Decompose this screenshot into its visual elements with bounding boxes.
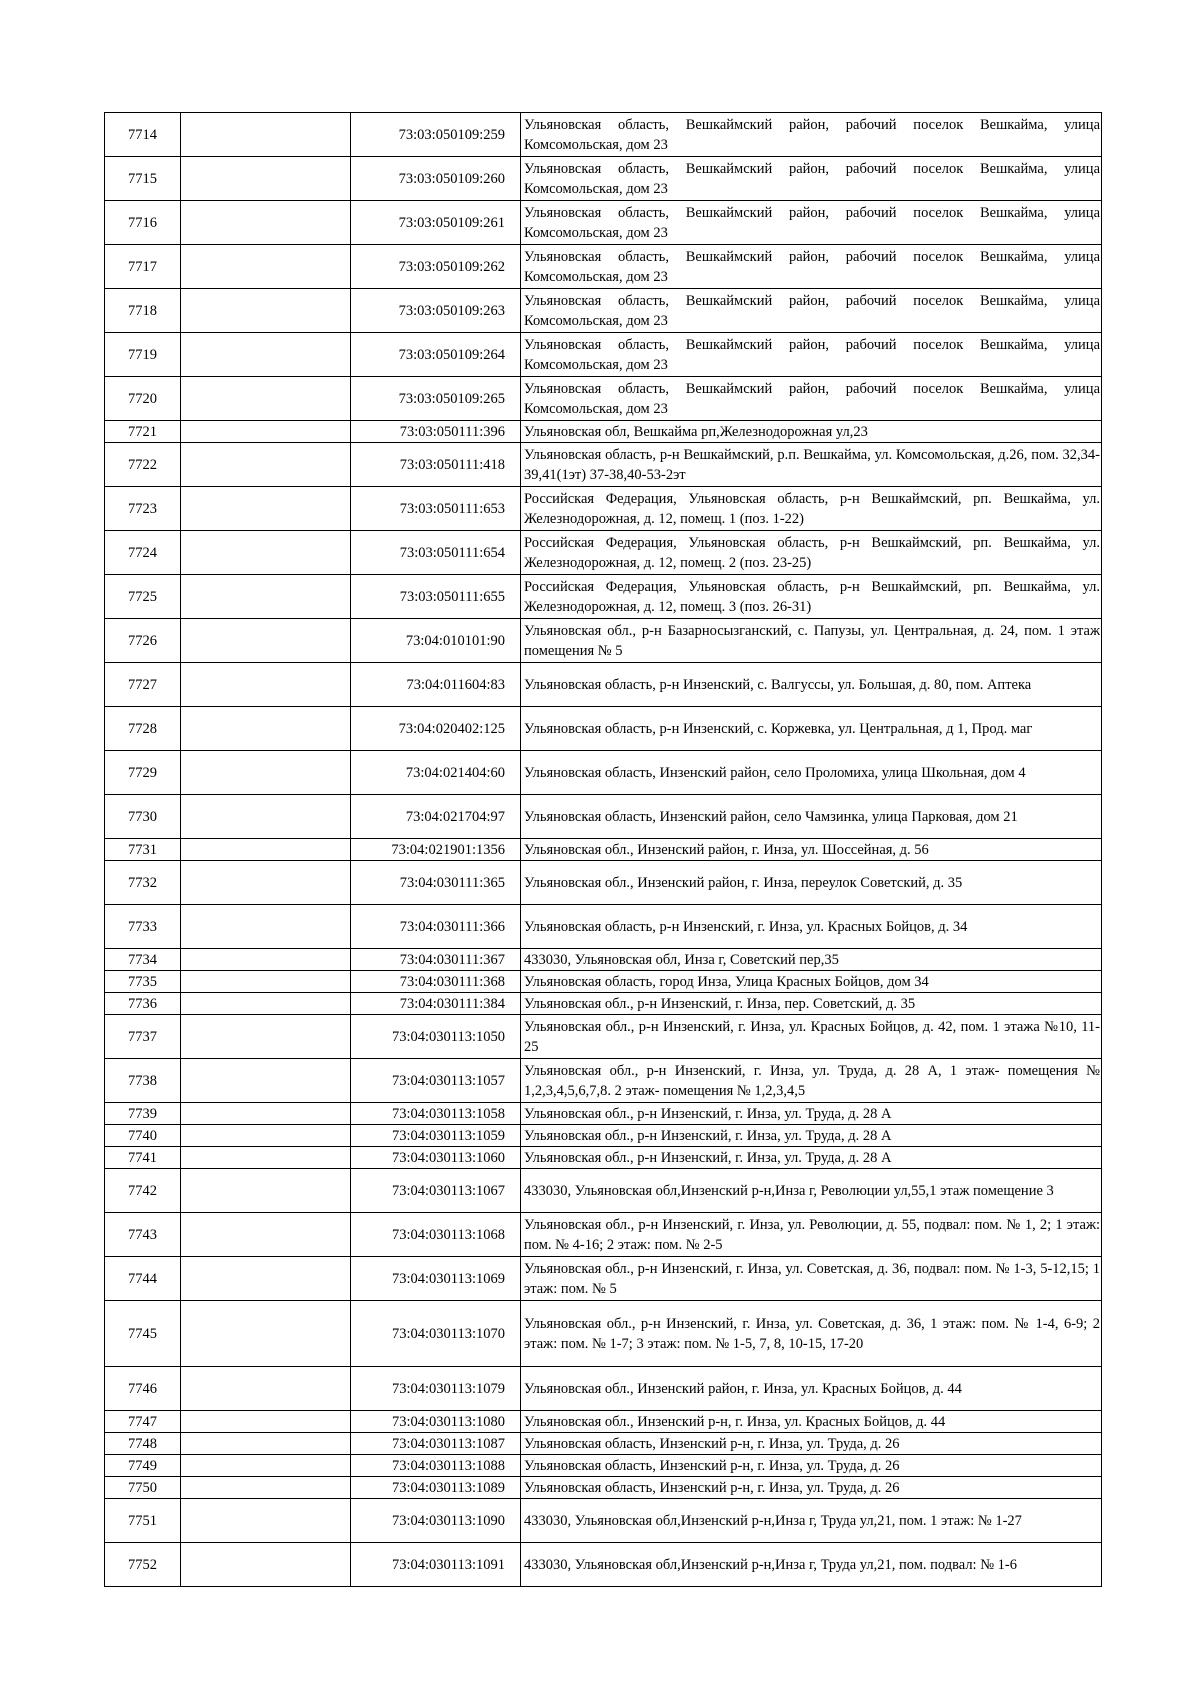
empty-cell	[181, 949, 351, 971]
cadastral-number-cell: 73:04:030111:367	[351, 949, 521, 971]
table-row	[105, 971, 1102, 993]
row-number-cell: 7721	[105, 421, 181, 443]
cadastral-number-cell: 73:04:030113:1090	[351, 1499, 521, 1543]
empty-cell	[181, 421, 351, 443]
address-cell: Ульяновская область, Вешкаймский район, рабочий поселок Вешкайма, улица Комсомольская, дом 23	[521, 289, 1102, 333]
row-number-cell: 7747	[105, 1411, 181, 1433]
row-number-cell: 7719	[105, 333, 181, 377]
row-number-cell: 7717	[105, 245, 181, 289]
address-cell: 433030, Ульяновская обл, Инза г, Советский пер,35	[521, 949, 1102, 971]
address-cell: Ульяновская обл., р-н Инзенский, г. Инза, ул. Советская, д. 36, подвал: пом. № 1-3, 5-12,15; 1 этаж: пом. № 5	[521, 1257, 1102, 1301]
empty-cell	[181, 531, 351, 575]
address-cell: Ульяновская обл, Вешкайма рп,Железнодорожная ул,23	[521, 421, 1102, 443]
row-number-cell: 7735	[105, 971, 181, 993]
empty-cell	[181, 1125, 351, 1147]
address-cell: Российская Федерация, Ульяновская область, р-н Вешкаймский, рп. Вешкайма, ул. Железнодорожная, д. 12, помещ. 3 (поз. 26-31)	[521, 575, 1102, 619]
empty-cell	[181, 839, 351, 861]
table-row	[105, 333, 1102, 377]
address-cell: Ульяновская область, Инзенский район, село Проломиха, улица Школьная, дом 4	[521, 751, 1102, 795]
address-cell: Ульяновская область, Инзенский р-н, г. Инза, ул. Труда, д. 26	[521, 1455, 1102, 1477]
cadastral-number-cell: 73:04:030111:365	[351, 861, 521, 905]
empty-cell	[181, 443, 351, 487]
cadastral-number-cell: 73:04:030113:1058	[351, 1103, 521, 1125]
table-row	[105, 421, 1102, 443]
empty-cell	[181, 1213, 351, 1257]
row-number-cell: 7737	[105, 1015, 181, 1059]
table-row	[105, 1367, 1102, 1411]
address-cell: Ульяновская обл., р-н Базарносызганский, с. Папузы, ул. Центральная, д. 24, пом. 1 этаж помещения № 5	[521, 619, 1102, 663]
table-row	[105, 1543, 1102, 1587]
row-number-cell: 7738	[105, 1059, 181, 1103]
table-row	[105, 861, 1102, 905]
empty-cell	[181, 993, 351, 1015]
cadastral-number-cell: 73:04:030113:1057	[351, 1059, 521, 1103]
address-cell: Ульяновская обл., Инзенский район, г. Инза, переулок Советский, д. 35	[521, 861, 1102, 905]
row-number-cell: 7723	[105, 487, 181, 531]
address-cell: Ульяновская область, р-н Инзенский, с. Коржевка, ул. Центральная, д 1, Прод. маг	[521, 707, 1102, 751]
cadastral-number-cell: 73:03:050111:654	[351, 531, 521, 575]
table-row	[105, 949, 1102, 971]
row-number-cell: 7724	[105, 531, 181, 575]
address-cell: Ульяновская обл., р-н Инзенский, г. Инза, ул. Труда, д. 28 А	[521, 1147, 1102, 1169]
cadastral-number-cell: 73:04:030113:1079	[351, 1367, 521, 1411]
empty-cell	[181, 377, 351, 421]
empty-cell	[181, 1455, 351, 1477]
registry-table-body	[105, 113, 1102, 1587]
row-number-cell: 7733	[105, 905, 181, 949]
address-cell: Ульяновская область, Вешкаймский район, рабочий поселок Вешкайма, улица Комсомольская, дом 23	[521, 377, 1102, 421]
empty-cell	[181, 1543, 351, 1587]
empty-cell	[181, 1477, 351, 1499]
cadastral-number-cell: 73:04:010101:90	[351, 619, 521, 663]
row-number-cell: 7750	[105, 1477, 181, 1499]
empty-cell	[181, 1059, 351, 1103]
address-cell: 433030, Ульяновская обл,Инзенский р-н,Инза г, Труда ул,21, пом. 1 этаж: № 1-27	[521, 1499, 1102, 1543]
address-cell: Ульяновская обл., Инзенский район, г. Инза, ул. Красных Бойцов, д. 44	[521, 1367, 1102, 1411]
table-row	[105, 531, 1102, 575]
table-row	[105, 1411, 1102, 1433]
empty-cell	[181, 1015, 351, 1059]
row-number-cell: 7730	[105, 795, 181, 839]
address-cell: Ульяновская обл., р-н Инзенский, г. Инза, ул. Труда, д. 28 А, 1 этаж- помещения № 1,2,3,4,5,6,7,8. 2 этаж- помещения № 1,2,3,4,5	[521, 1059, 1102, 1103]
empty-cell	[181, 905, 351, 949]
empty-cell	[181, 861, 351, 905]
row-number-cell: 7726	[105, 619, 181, 663]
address-cell: Ульяновская область, Инзенский р-н, г. Инза, ул. Труда, д. 26	[521, 1477, 1102, 1499]
cadastral-number-cell: 73:04:030113:1060	[351, 1147, 521, 1169]
address-cell: Ульяновская область, Инзенский р-н, г. Инза, ул. Труда, д. 26	[521, 1433, 1102, 1455]
row-number-cell: 7741	[105, 1147, 181, 1169]
row-number-cell: 7742	[105, 1169, 181, 1213]
table-row	[105, 619, 1102, 663]
table-row	[105, 1147, 1102, 1169]
address-cell: Ульяновская область, р-н Инзенский, г. Инза, ул. Красных Бойцов, д. 34	[521, 905, 1102, 949]
empty-cell	[181, 113, 351, 157]
row-number-cell: 7751	[105, 1499, 181, 1543]
empty-cell	[181, 1257, 351, 1301]
address-cell: Ульяновская область, Вешкаймский район, рабочий поселок Вешкайма, улица Комсомольская, дом 23	[521, 113, 1102, 157]
table-row	[105, 1499, 1102, 1543]
row-number-cell: 7716	[105, 201, 181, 245]
address-cell: Ульяновская обл., р-н Инзенский, г. Инза, ул. Труда, д. 28 А	[521, 1125, 1102, 1147]
row-number-cell: 7727	[105, 663, 181, 707]
cadastral-number-cell: 73:03:050109:265	[351, 377, 521, 421]
address-cell: Ульяновская область, город Инза, Улица Красных Бойцов, дом 34	[521, 971, 1102, 993]
table-row	[105, 201, 1102, 245]
cadastral-number-cell: 73:04:011604:83	[351, 663, 521, 707]
empty-cell	[181, 157, 351, 201]
empty-cell	[181, 619, 351, 663]
table-row	[105, 707, 1102, 751]
cadastral-number-cell: 73:03:050109:264	[351, 333, 521, 377]
table-row	[105, 289, 1102, 333]
empty-cell	[181, 1169, 351, 1213]
cadastral-number-cell: 73:03:050109:259	[351, 113, 521, 157]
cadastral-number-cell: 73:04:030111:366	[351, 905, 521, 949]
address-cell: Ульяновская обл., Инзенский район, г. Инза, ул. Шоссейная, д. 56	[521, 839, 1102, 861]
empty-cell	[181, 663, 351, 707]
cadastral-number-cell: 73:04:021901:1356	[351, 839, 521, 861]
table-row	[105, 575, 1102, 619]
row-number-cell: 7736	[105, 993, 181, 1015]
address-cell: Ульяновская область, р-н Вешкаймский, р.п. Вешкайма, ул. Комсомольская, д.26, пом. 32,34-39,41(1эт) 37-38,40-53-2эт	[521, 443, 1102, 487]
cadastral-number-cell: 73:04:030113:1059	[351, 1125, 521, 1147]
address-cell: Ульяновская область, Инзенский район, село Чамзинка, улица Парковая, дом 21	[521, 795, 1102, 839]
empty-cell	[181, 1147, 351, 1169]
row-number-cell: 7731	[105, 839, 181, 861]
row-number-cell: 7732	[105, 861, 181, 905]
address-cell: Ульяновская обл., Инзенский р-н, г. Инза, ул. Красных Бойцов, д. 44	[521, 1411, 1102, 1433]
row-number-cell: 7718	[105, 289, 181, 333]
cadastral-number-cell: 73:04:030111:368	[351, 971, 521, 993]
empty-cell	[181, 201, 351, 245]
row-number-cell: 7729	[105, 751, 181, 795]
cadastral-number-cell: 73:03:050109:263	[351, 289, 521, 333]
table-row	[105, 751, 1102, 795]
table-row	[105, 1059, 1102, 1103]
row-number-cell: 7746	[105, 1367, 181, 1411]
cadastral-number-cell: 73:03:050111:653	[351, 487, 521, 531]
table-row	[105, 487, 1102, 531]
table-row	[105, 1169, 1102, 1213]
cadastral-number-cell: 73:04:030113:1089	[351, 1477, 521, 1499]
row-number-cell: 7748	[105, 1433, 181, 1455]
cadastral-number-cell: 73:04:030113:1068	[351, 1213, 521, 1257]
row-number-cell: 7725	[105, 575, 181, 619]
table-row	[105, 1477, 1102, 1499]
address-cell: Ульяновская область, Вешкаймский район, рабочий поселок Вешкайма, улица Комсомольская, дом 23	[521, 245, 1102, 289]
address-cell: Ульяновская обл., р-н Инзенский, г. Инза, ул. Советская, д. 36, 1 этаж: пом. № 1-4, 6-9; 2 этаж: пом. № 1-7; 3 этаж: пом. № 1-5, 7, 8, 10-15, 17-20	[521, 1301, 1102, 1367]
registry-table	[104, 112, 1102, 1587]
empty-cell	[181, 1103, 351, 1125]
address-cell: Российская Федерация, Ульяновская область, р-н Вешкаймский, рп. Вешкайма, ул. Железнодорожная, д. 12, помещ. 2 (поз. 23-25)	[521, 531, 1102, 575]
row-number-cell: 7745	[105, 1301, 181, 1367]
cadastral-number-cell: 73:04:030113:1067	[351, 1169, 521, 1213]
cadastral-number-cell: 73:04:030113:1069	[351, 1257, 521, 1301]
empty-cell	[181, 751, 351, 795]
row-number-cell: 7752	[105, 1543, 181, 1587]
empty-cell	[181, 333, 351, 377]
cadastral-number-cell: 73:04:030113:1087	[351, 1433, 521, 1455]
table-row	[105, 1433, 1102, 1455]
cadastral-number-cell: 73:04:030113:1050	[351, 1015, 521, 1059]
empty-cell	[181, 289, 351, 333]
table-row	[105, 245, 1102, 289]
table-row	[105, 157, 1102, 201]
empty-cell	[181, 1411, 351, 1433]
address-cell: Ульяновская область, Вешкаймский район, рабочий поселок Вешкайма, улица Комсомольская, дом 23	[521, 201, 1102, 245]
row-number-cell: 7744	[105, 1257, 181, 1301]
cadastral-number-cell: 73:04:021704:97	[351, 795, 521, 839]
row-number-cell: 7722	[105, 443, 181, 487]
row-number-cell: 7715	[105, 157, 181, 201]
empty-cell	[181, 575, 351, 619]
row-number-cell: 7720	[105, 377, 181, 421]
empty-cell	[181, 1301, 351, 1367]
cadastral-number-cell: 73:04:030113:1080	[351, 1411, 521, 1433]
row-number-cell: 7714	[105, 113, 181, 157]
address-cell: Ульяновская обл., р-н Инзенский, г. Инза, ул. Революции, д. 55, подвал: пом. № 1, 2; 1 этаж: пом. № 4-16; 2 этаж: пом. № 2-5	[521, 1213, 1102, 1257]
row-number-cell: 7743	[105, 1213, 181, 1257]
table-row	[105, 1125, 1102, 1147]
row-number-cell: 7739	[105, 1103, 181, 1125]
address-cell: Ульяновская обл., р-н Инзенский, г. Инза, ул. Красных Бойцов, д. 42, пом. 1 этажа №10, 11-25	[521, 1015, 1102, 1059]
table-row	[105, 839, 1102, 861]
cadastral-number-cell: 73:04:030113:1091	[351, 1543, 521, 1587]
empty-cell	[181, 795, 351, 839]
address-cell: Ульяновская область, Вешкаймский район, рабочий поселок Вешкайма, улица Комсомольская, дом 23	[521, 333, 1102, 377]
table-row	[105, 1213, 1102, 1257]
row-number-cell: 7728	[105, 707, 181, 751]
address-cell: Ульяновская обл., р-н Инзенский, г. Инза, ул. Труда, д. 28 А	[521, 1103, 1102, 1125]
empty-cell	[181, 1433, 351, 1455]
table-row	[105, 1257, 1102, 1301]
table-row	[105, 113, 1102, 157]
cadastral-number-cell: 73:03:050111:418	[351, 443, 521, 487]
table-row	[105, 377, 1102, 421]
address-cell: 433030, Ульяновская обл,Инзенский р-н,Инза г, Революции ул,55,1 этаж помещение 3	[521, 1169, 1102, 1213]
table-row	[105, 1015, 1102, 1059]
empty-cell	[181, 971, 351, 993]
table-row	[105, 1301, 1102, 1367]
cadastral-number-cell: 73:03:050109:260	[351, 157, 521, 201]
row-number-cell: 7740	[105, 1125, 181, 1147]
table-row	[105, 1103, 1102, 1125]
row-number-cell: 7749	[105, 1455, 181, 1477]
cadastral-number-cell: 73:03:050111:396	[351, 421, 521, 443]
cadastral-number-cell: 73:03:050109:261	[351, 201, 521, 245]
empty-cell	[181, 245, 351, 289]
cadastral-number-cell: 73:04:020402:125	[351, 707, 521, 751]
row-number-cell: 7734	[105, 949, 181, 971]
address-cell: Ульяновская область, р-н Инзенский, с. Валгуссы, ул. Большая, д. 80, пом. Аптека	[521, 663, 1102, 707]
empty-cell	[181, 1499, 351, 1543]
address-cell: 433030, Ульяновская обл,Инзенский р-н,Инза г, Труда ул,21, пом. подвал: № 1-6	[521, 1543, 1102, 1587]
address-cell: Ульяновская обл., р-н Инзенский, г. Инза, пер. Советский, д. 35	[521, 993, 1102, 1015]
address-cell: Российская Федерация, Ульяновская область, р-н Вешкаймский, рп. Вешкайма, ул. Железнодорожная, д. 12, помещ. 1 (поз. 1-22)	[521, 487, 1102, 531]
cadastral-number-cell: 73:04:030113:1070	[351, 1301, 521, 1367]
cadastral-number-cell: 73:04:030111:384	[351, 993, 521, 1015]
address-cell: Ульяновская область, Вешкаймский район, рабочий поселок Вешкайма, улица Комсомольская, дом 23	[521, 157, 1102, 201]
table-row	[105, 993, 1102, 1015]
table-row	[105, 663, 1102, 707]
cadastral-number-cell: 73:03:050111:655	[351, 575, 521, 619]
empty-cell	[181, 707, 351, 751]
cadastral-number-cell: 73:03:050109:262	[351, 245, 521, 289]
empty-cell	[181, 1367, 351, 1411]
cadastral-number-cell: 73:04:030113:1088	[351, 1455, 521, 1477]
cadastral-number-cell: 73:04:021404:60	[351, 751, 521, 795]
empty-cell	[181, 487, 351, 531]
table-row	[105, 443, 1102, 487]
table-row	[105, 905, 1102, 949]
table-row	[105, 795, 1102, 839]
table-row	[105, 1455, 1102, 1477]
